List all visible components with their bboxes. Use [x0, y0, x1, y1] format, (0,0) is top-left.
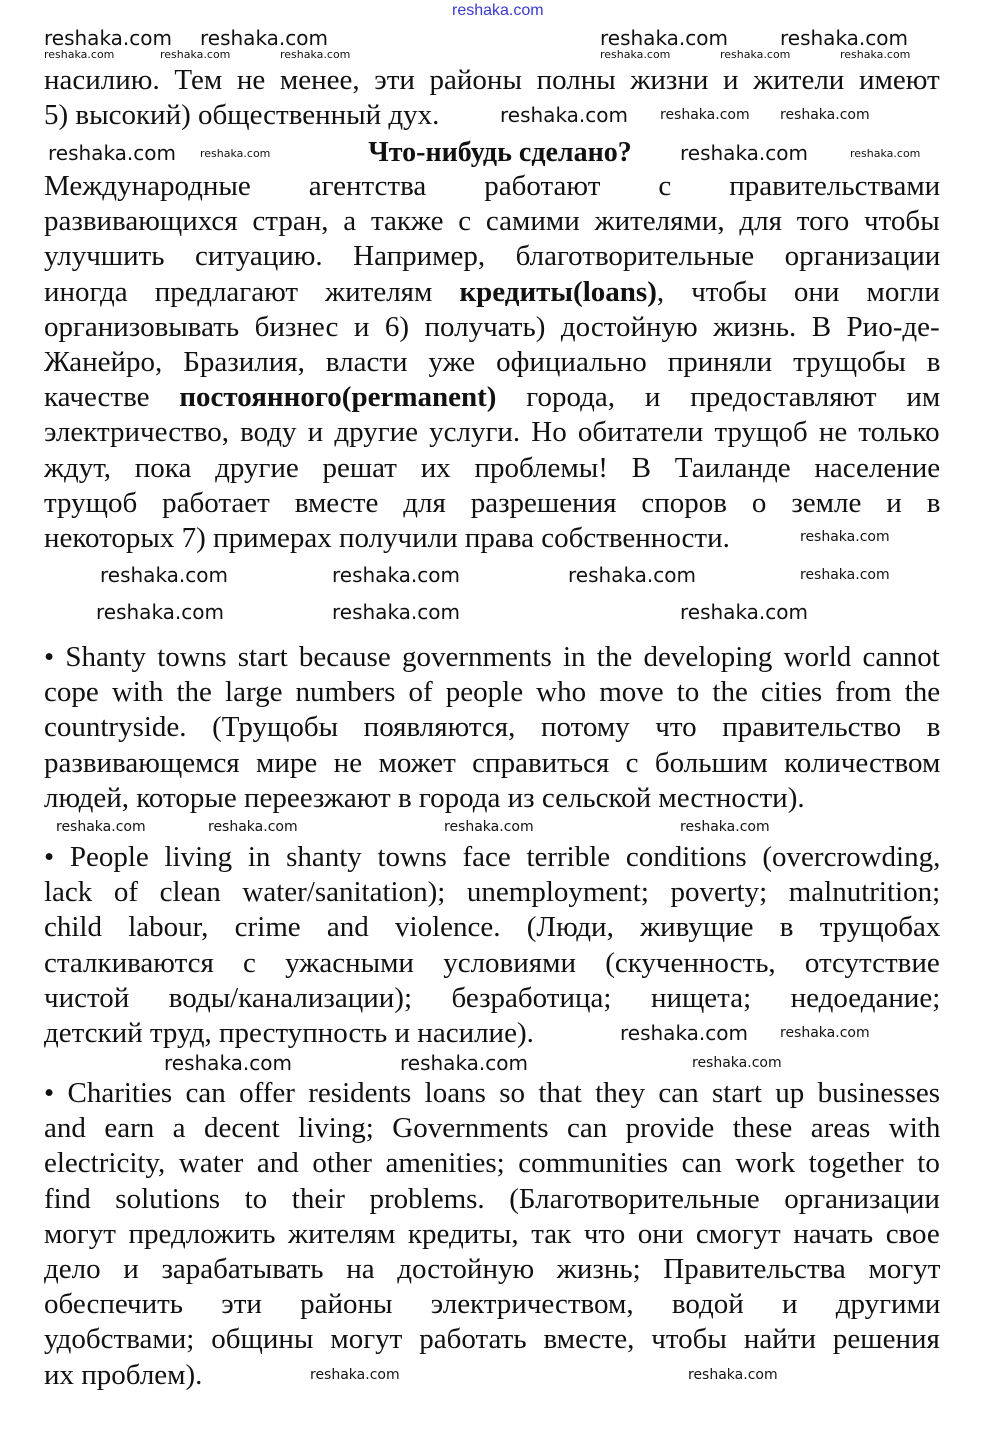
watermark: reshaka.com	[310, 1367, 400, 1383]
text: чистой воды/канализации); безработица; нищета; недоедание;	[44, 981, 941, 1014]
text: child labour, crime and violence. (Люди, живущие в трущобах	[44, 911, 941, 944]
text: электричество, воду и другие услуги. Но обитатели трущоб не только	[44, 416, 940, 449]
bullet-2-line	[44, 910, 940, 944]
line-text	[44, 910, 940, 944]
para-something-done-line	[44, 451, 940, 485]
watermark: reshaka.com	[600, 26, 728, 50]
bullet-2-line	[44, 946, 940, 980]
line-text	[44, 981, 940, 1015]
text: 5) высокий) общественный дух.	[44, 99, 440, 132]
bold-term: кредиты(loans)	[459, 275, 657, 308]
watermark: reshaka.com	[780, 1025, 870, 1041]
bullet-1-line	[44, 746, 940, 780]
line-text	[44, 1322, 940, 1356]
text: , чтобы они могли	[656, 275, 940, 308]
watermark: reshaka.com	[200, 26, 328, 50]
watermark: reshaka.com	[164, 1051, 292, 1075]
bullet-3-line	[44, 1076, 940, 1110]
text: обеспечить эти районы электричеством, водой и другими	[44, 1288, 941, 1321]
bullet-3-line	[44, 1111, 940, 1145]
text: дело и зарабатывать на достойную жизнь; Правительства могут	[44, 1253, 941, 1285]
line-text	[44, 946, 940, 980]
watermark: reshaka.com	[780, 107, 870, 123]
bullet-3-line	[44, 1252, 940, 1286]
line-text	[44, 239, 940, 273]
para-something-done-line	[44, 275, 940, 309]
bullet-1-line	[44, 640, 940, 674]
line-text	[44, 451, 940, 485]
text: Жанейро, Бразилия, власти уже официально приняли трущобы в	[44, 346, 941, 378]
text: Международные агентства работают с правительствами	[44, 170, 941, 202]
text: развивающихся стран, а также с самими жителями, для того чтобы	[44, 205, 940, 238]
text: удобствами; общины могут работать вместе, чтобы найти решения	[44, 1323, 940, 1356]
text: find solutions to their problems. (Благотворительные организации	[44, 1182, 940, 1215]
line-text	[44, 640, 940, 674]
bullet-2-line	[44, 981, 940, 1015]
watermark: reshaka.com	[44, 26, 172, 50]
para-something-done-line	[44, 486, 940, 520]
line-text	[44, 98, 439, 132]
line-text	[44, 169, 940, 203]
watermark: reshaka.com	[100, 563, 228, 587]
line-text	[44, 1252, 940, 1286]
text: насилию. Тем не менее, эти районы полны жизни и жители имеют	[44, 64, 940, 96]
text: могут предложить жителям кредиты, так что они смогут начать свое	[44, 1217, 940, 1250]
text: развивающемся мире не может справиться с большим количеством	[44, 746, 941, 779]
text: ждут, пока другие решат их проблемы! В Таиланде население	[44, 451, 941, 484]
watermark: reshaka.com	[850, 147, 921, 160]
bullet-3-line	[44, 1287, 940, 1321]
watermark: reshaka.com	[160, 48, 231, 61]
para-something-done-line	[44, 345, 940, 379]
text: города, и предоставляют им	[496, 381, 941, 414]
watermark: reshaka.com	[500, 103, 628, 127]
text: некоторых 7) примерах получили права собственности.	[44, 522, 730, 554]
watermark: reshaka.com	[56, 819, 146, 835]
text: cope with the large numbers of people who move to the cities from the	[44, 676, 941, 709]
para-something-done-line	[44, 380, 940, 414]
line-text	[44, 486, 940, 520]
watermark: reshaka.com	[780, 26, 908, 50]
watermark: reshaka.com	[280, 48, 351, 61]
line-text	[44, 1182, 940, 1216]
text: трущоб работает вместе для разрешения споров о земле и в	[44, 486, 941, 519]
watermark: reshaka.com	[692, 1055, 782, 1071]
line-text	[44, 840, 940, 874]
text: сталкиваются с ужасными условиями (скученность, отсутствие	[44, 946, 940, 979]
watermark: reshaka.com	[800, 529, 890, 545]
line-text	[44, 380, 940, 414]
watermark: reshaka.com	[200, 147, 271, 160]
watermark: reshaka.com	[208, 819, 298, 835]
line-text	[44, 204, 940, 238]
para-something-done-line	[44, 239, 940, 273]
line-text	[44, 875, 940, 909]
text: lack of clean water/sanitation); unemployment; poverty; malnutrition;	[44, 876, 941, 909]
text: качестве	[44, 381, 180, 414]
watermark: reshaka.com	[680, 600, 808, 624]
text: and earn a decent living; Governments can provide these areas with	[44, 1112, 941, 1145]
bullet-2-line	[44, 840, 940, 874]
line-text	[44, 710, 940, 744]
para-something-done-line	[44, 169, 940, 203]
bullet-2-line	[44, 875, 940, 909]
watermark: reshaka.com	[444, 819, 534, 835]
watermark: reshaka.com	[680, 141, 808, 165]
line-text	[44, 1146, 940, 1180]
watermark: reshaka.com	[44, 48, 115, 61]
watermark: reshaka.com	[800, 567, 890, 583]
text: организовывать бизнес и 6) получать) достойную жизнь. В Рио-де-	[44, 310, 940, 343]
section-heading-text: Что-нибудь сделано?	[368, 137, 632, 168]
watermark: reshaka.com	[720, 48, 791, 61]
line-text	[44, 63, 940, 97]
bullet-1-line	[44, 781, 940, 815]
bullet-3-line	[44, 1217, 940, 1251]
watermark: reshaka.com	[680, 819, 770, 835]
watermark: reshaka.com	[600, 48, 671, 61]
bold-term: постоянного(permanent)	[179, 381, 497, 414]
bullet-1-line	[44, 710, 940, 744]
text: улучшить ситуацию. Например, благотворительные организации	[44, 240, 941, 273]
para-something-done-line	[44, 204, 940, 238]
watermark: reshaka.com	[332, 600, 460, 624]
text: • Charities can offer residents loans so that they can start up businesses	[44, 1077, 941, 1109]
line-text	[44, 1016, 534, 1050]
bullet-3-line	[44, 1358, 940, 1392]
watermark: reshaka.com	[568, 563, 696, 587]
line-text	[44, 345, 940, 379]
text: electricity, water and other amenities; communities can work together to	[44, 1147, 940, 1180]
line-text	[44, 781, 805, 815]
line-text	[44, 275, 940, 309]
watermark: reshaka.com	[840, 48, 911, 61]
bullet-3-line	[44, 1182, 940, 1216]
text: • Shanty towns start because governments in the developing world cannot	[44, 641, 940, 673]
para-something-done-line	[44, 310, 940, 344]
text: иногда предлагают жителям	[44, 275, 460, 308]
line-text	[44, 746, 940, 780]
watermark: reshaka.com	[660, 107, 750, 123]
line-text	[44, 1287, 940, 1321]
text: людей, которые переезжают в города из сельской местности).	[44, 781, 805, 814]
header-watermark: reshaka.com	[452, 2, 544, 19]
text: детский труд, преступность и насилие).	[44, 1017, 534, 1049]
watermark: reshaka.com	[400, 1051, 528, 1075]
line-text	[44, 1217, 940, 1251]
watermark: reshaka.com	[332, 563, 460, 587]
line-text	[44, 521, 730, 555]
watermark: reshaka.com	[96, 600, 224, 624]
watermark: reshaka.com	[688, 1367, 778, 1383]
line-text	[44, 1076, 940, 1110]
para-something-done-line	[44, 415, 940, 449]
bullet-1-line	[44, 675, 940, 709]
watermark: reshaka.com	[620, 1021, 748, 1045]
line-text	[44, 1358, 202, 1392]
text: countryside. (Трущобы появляются, потому что правительство в	[44, 711, 941, 744]
bullet-3-line	[44, 1146, 940, 1180]
text: • People living in shanty towns face terrible conditions (overcrowding,	[44, 841, 941, 873]
line-text	[44, 675, 940, 709]
bullet-3-line	[44, 1322, 940, 1356]
para-continuation-line	[44, 63, 940, 97]
line-text	[44, 415, 940, 449]
line-text	[44, 310, 940, 344]
watermark: reshaka.com	[48, 141, 176, 165]
text: их проблем).	[44, 1358, 203, 1391]
line-text	[44, 1111, 940, 1145]
